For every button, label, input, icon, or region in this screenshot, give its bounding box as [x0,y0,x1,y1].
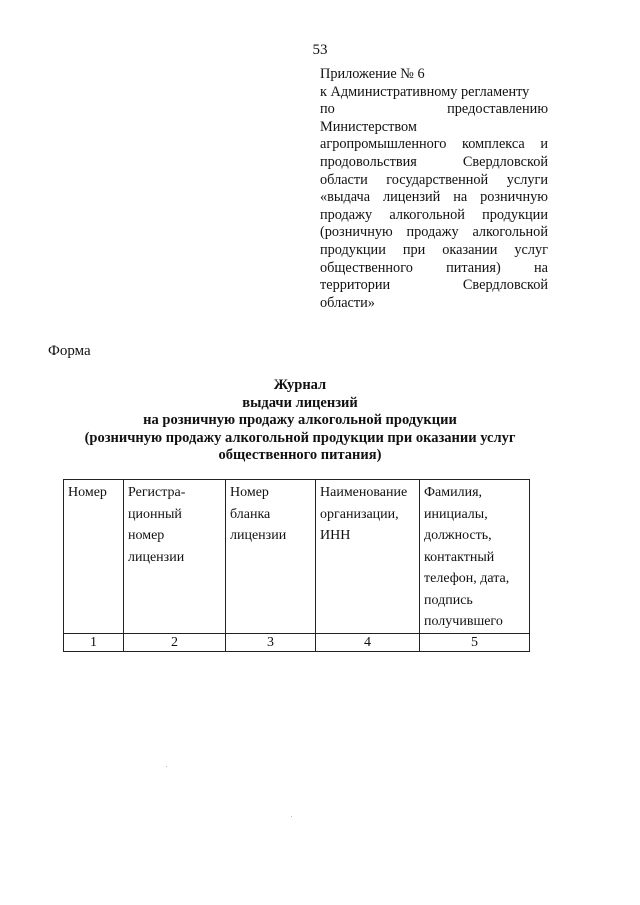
header-text: должность, [424,528,492,543]
appendix-word: продажу [406,224,459,241]
header-text: Наименование [320,485,408,500]
appendix-word: комплекса [462,136,525,153]
appendix-line: Министерством [320,118,417,135]
header-text: ИНН [320,528,351,543]
appendix-word: (розничную [320,224,393,241]
header-text: организации, [320,506,399,522]
table-header-row [64,480,530,634]
column-number-row [64,633,530,651]
header-text: ционный [128,506,182,522]
appendix-word: предоставлению [447,101,548,118]
appendix-line: области» [320,294,375,311]
appendix-word: по [320,101,335,118]
appendix-word: оказании [442,241,498,258]
appendix-word: розничную [480,189,548,206]
header-cell-recipient [420,480,530,634]
column-number: 4 [316,633,420,651]
appendix-line: к Административному регламенту [320,83,530,100]
title-line: на розничную продажу алкогольной продукции [143,412,457,429]
appendix-word: Свердловской [462,153,548,170]
title-line: выдачи лицензий [242,394,358,411]
header-text: телефон, дата, [424,571,510,586]
header-text: Регистра- [128,485,186,500]
header-text: Номер [230,485,269,500]
header-cell-blank-number [226,480,316,634]
column-number: 3 [226,633,316,651]
journal-title [0,377,600,465]
header-cell-reg-number [124,480,226,634]
appendix-line-justified [320,136,548,154]
appendix-word: алкогольной [389,206,465,223]
appendix-word: при [402,241,426,258]
appendix-line-justified [320,224,548,242]
appendix-word: на [453,189,468,206]
appendix-line-justified [320,172,548,190]
header-text: бланка [230,506,271,522]
header-cell-number [64,480,124,634]
appendix-line-justified [320,101,548,119]
appendix-word: Свердловской [462,277,548,294]
appendix-word: продукции [320,241,386,258]
appendix-word: и [540,136,548,153]
column-number: 1 [64,633,124,651]
form-label: Форма [48,343,91,359]
header-cell-organization [316,480,420,634]
header-text: инициалы, [424,506,488,522]
appendix-line-justified [320,242,548,260]
page-number: 53 [312,42,328,58]
appendix-line-justified [320,207,548,225]
appendix-word: услуг [514,241,548,258]
header-text: контактный [424,549,495,565]
appendix-word: государственной [386,171,489,188]
column-number: 2 [124,633,226,651]
journal-table [63,479,530,652]
header-text: номер [128,528,165,543]
header-text: получившего [424,614,503,629]
appendix-line-justified [320,189,548,207]
appendix-word: продукции [482,206,548,223]
appendix-word: лицензий [382,189,441,206]
appendix-word: алкогольной [472,224,548,241]
title-line: Журнал [273,377,327,393]
header-text: лицензии [230,528,287,543]
header-text: Фамилия, [424,485,483,500]
header-text: подпись [424,592,473,608]
header-text: лицензии [128,549,185,565]
appendix-word: питания) [446,259,501,276]
appendix-word: продажу [320,206,373,223]
appendix-word: общественного [320,259,413,276]
scan-speck [166,766,167,767]
appendix-word: на [533,259,548,276]
appendix-line-justified [320,277,548,295]
appendix-word: области [320,171,368,188]
appendix-line-justified [320,260,548,278]
appendix-line-justified [320,154,548,172]
appendix-word: «выдача [320,189,371,206]
title-line: (розничную продажу алкогольной продукции при оказании услуг [84,429,516,446]
appendix-word: территории [320,277,391,294]
appendix-word: агропромышленного [320,136,447,153]
appendix-word: продовольствия [320,153,417,170]
column-number: 5 [420,633,530,651]
appendix-line: Приложение № 6 [320,66,425,82]
appendix-word: услуги [506,171,548,188]
header-text: Номер [68,485,107,500]
appendix-block [320,66,548,312]
scan-speck [291,816,292,817]
title-line: общественного питания) [218,447,382,464]
